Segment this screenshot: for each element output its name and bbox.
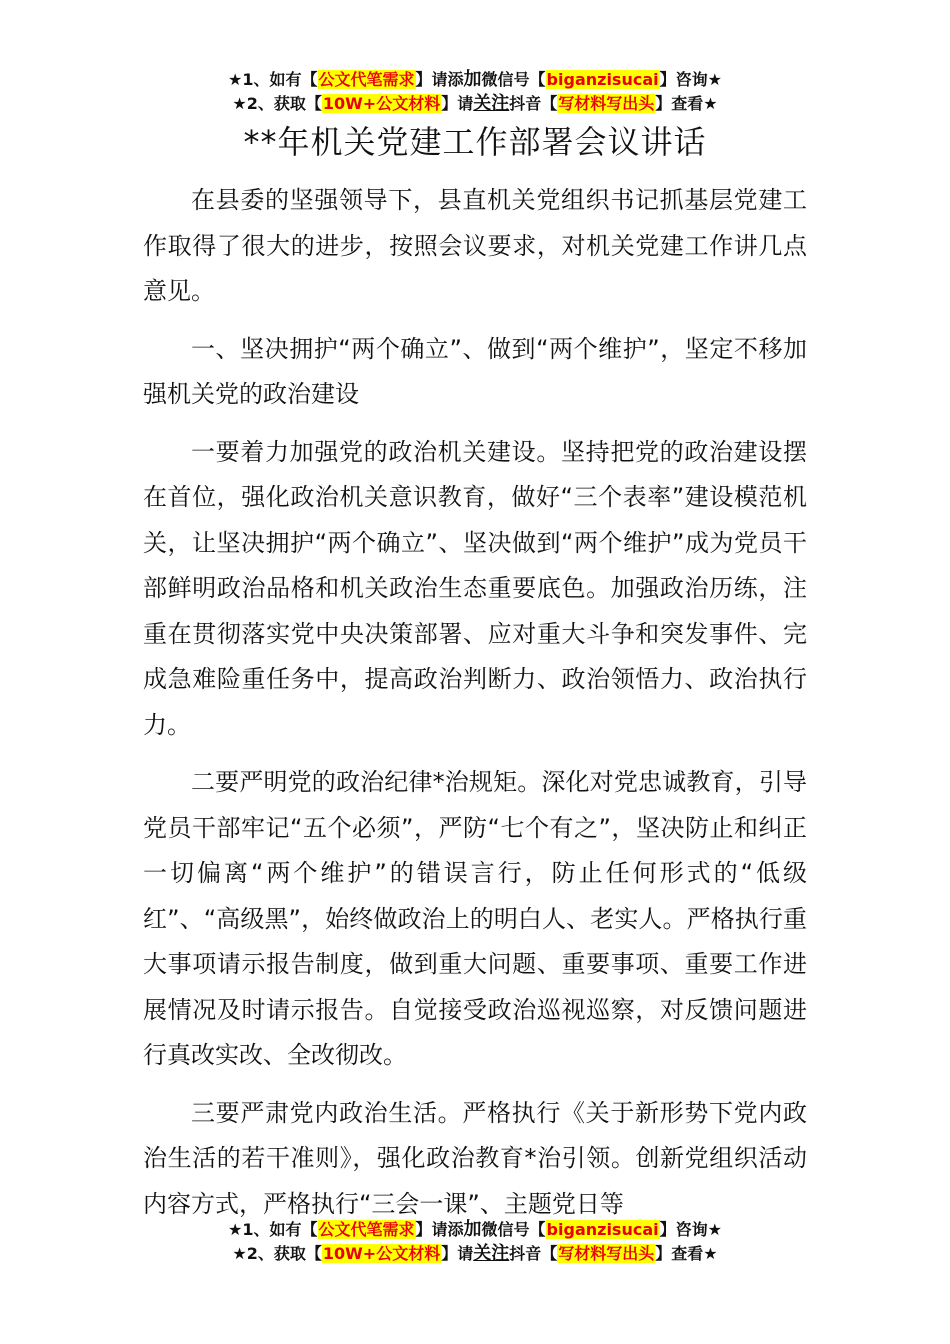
banner-line-1: ★1、如有【公文代笔需求】请添加微信号【biganzisucai】咨询★ (228, 69, 722, 90)
banner-line-2: ★2、获取【10W+公文材料】请关注抖音【写材料写出头】查看★ (232, 93, 718, 114)
paragraph: 二要严明党的政治纪律*治规矩。深化对党忠诚教育，引导党员干部牢记“五个必须”，严防“七个有之”，坚决防止和纠正一切偏离“两个维护”的错误言行，防止任何形式的“低级红”、“高级黑”，始终做政治上的明白人、老实人。严格执行重大事项请示报告制度，做到重大问题、重要事项、重要工作进展情况及时请示报告。自觉接受政治巡视巡察，对反馈问题进行真改实改、全改彻改。 (143, 768, 807, 1069)
bottom-banner (0, 1218, 950, 1266)
banner-line-2: ★2、获取【10W+公文材料】请关注抖音【写材料写出头】查看★ (232, 1243, 718, 1264)
document-title: **年机关党建工作部署会议讲话 (243, 123, 707, 161)
highlight-service: 公文代笔需求 (318, 70, 415, 89)
document-body (143, 178, 807, 1239)
paragraph: 在县委的坚强领导下，县直机关党组织书记抓基层党建工作取得了很大的进步，按照会议要求，对机关党建工作讲几点意见。 (143, 186, 807, 305)
highlight-materials: 10W+公文材料 (322, 1244, 441, 1263)
top-banner (0, 68, 950, 116)
highlight-materials: 10W+公文材料 (322, 94, 441, 113)
banner-line-1: ★1、如有【公文代笔需求】请添加微信号【biganzisucai】咨询★ (228, 1219, 722, 1240)
highlight-wechat-id: biganzisucai (546, 70, 659, 89)
section-heading: 一、坚决拥护“两个确立”、做到“两个维护”，坚定不移加强机关党的政治建设 (143, 334, 807, 408)
paragraph: 三要严肃党内政治生活。严格执行《关于新形势下党内政治生活的若干准则》，强化政治教育*治引领。创新党组织活动内容方式，严格执行“三会一课”、主题党日等 (143, 1098, 807, 1218)
highlight-service: 公文代笔需求 (318, 1220, 415, 1239)
highlight-douyin: 写材料写出头 (558, 94, 655, 113)
highlight-wechat-id: biganzisucai (546, 1220, 659, 1239)
paragraph: 一要着力加强党的政治机关建设。坚持把党的政治建设摆在首位，强化政治机关意识教育，做好“三个表率”建设模范机关，让坚决拥护“两个确立”、坚决做到“两个维护”成为党员干部鲜明政治品格和机关政治生态重要底色。加强政治历练，注重在贯彻落实党中央决策部署、应对重大斗争和突发事件、完成急难险重任务中，提高政治判断力、政治领悟力、政治执行力。 (143, 437, 807, 739)
highlight-douyin: 写材料写出头 (558, 1244, 655, 1263)
